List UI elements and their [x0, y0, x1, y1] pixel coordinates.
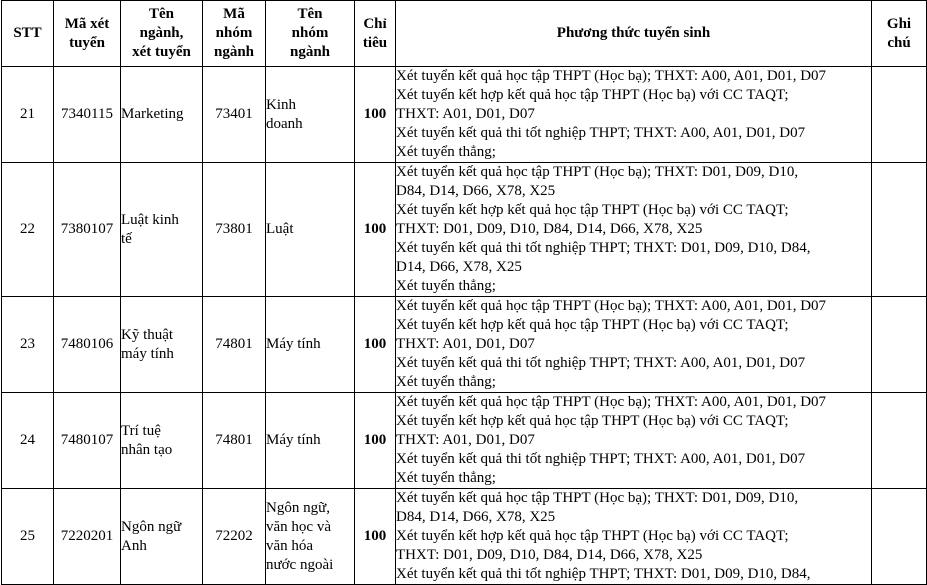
header-group-code: Mã nhóm ngành: [203, 1, 266, 67]
method-line: Xét tuyển kết hợp kết quả học tập THPT (Học bạ) với CC TAQT;: [396, 528, 789, 544]
group-code-cell: 73401: [203, 67, 266, 163]
method-line: Xét tuyển thẳng;: [396, 144, 496, 160]
note-cell: [872, 67, 927, 163]
note-cell: [872, 297, 927, 393]
method-cell: [396, 163, 872, 297]
stt-cell: 21: [2, 67, 54, 163]
group-name-cell: Kinh doanh: [266, 67, 355, 163]
code-cell: 7480107: [54, 393, 121, 489]
quota-cell: 100: [355, 489, 396, 585]
method-line: Xét tuyển thẳng;: [396, 374, 496, 390]
method-cell: [396, 67, 872, 163]
method-line: Xét tuyển kết quả thi tốt nghiệp THPT; THXT: A00, A01, D01, D07: [396, 125, 806, 141]
note-cell: [872, 489, 927, 585]
code-cell: 7480106: [54, 297, 121, 393]
stt-cell: 22: [2, 163, 54, 297]
method-line: D84, D14, D66, X78, X25: [396, 509, 556, 525]
method-line: Xét tuyển kết quả học tập THPT (Học bạ); THXT: D01, D09, D10,: [396, 490, 799, 506]
method-line: Xét tuyển kết hợp kết quả học tập THPT (Học bạ) với CC TAQT;: [396, 87, 789, 103]
method-line: D14, D66, X78, X25: [396, 259, 522, 275]
group-name-cell: Máy tính: [266, 393, 355, 489]
method-line: Xét tuyển kết hợp kết quả học tập THPT (Học bạ) với CC TAQT;: [396, 317, 789, 333]
quota-cell: 100: [355, 297, 396, 393]
stt-cell: 23: [2, 297, 54, 393]
stt-cell: 25: [2, 489, 54, 585]
method-cell: [396, 297, 872, 393]
name-cell: Luật kinh tế: [121, 163, 203, 297]
table-row: [2, 67, 927, 163]
group-name-cell: Máy tính: [266, 297, 355, 393]
name-cell: Marketing: [121, 67, 203, 163]
header-method: Phương thức tuyển sinh: [396, 1, 872, 67]
group-code-cell: 73801: [203, 163, 266, 297]
method-line: THXT: A01, D01, D07: [396, 432, 535, 448]
table-row: [2, 163, 927, 297]
header-group-name: Tên nhóm ngành: [266, 1, 355, 67]
method-line: THXT: A01, D01, D07: [396, 336, 535, 352]
table-row: [2, 393, 927, 489]
quota-cell: 100: [355, 393, 396, 489]
code-cell: 7220201: [54, 489, 121, 585]
table-row: [2, 489, 927, 585]
table-row: [2, 297, 927, 393]
method-line: Xét tuyển kết quả thi tốt nghiệp THPT; THXT: A00, A01, D01, D07: [396, 355, 806, 371]
method-line: Xét tuyển thẳng;: [396, 470, 496, 486]
header-row: [2, 1, 927, 67]
name-cell: Ngôn ngữ Anh: [121, 489, 203, 585]
method-line: Xét tuyển kết quả học tập THPT (Học bạ); THXT: A00, A01, D01, D07: [396, 298, 827, 314]
header-code: Mã xét tuyển: [54, 1, 121, 67]
note-cell: [872, 163, 927, 297]
method-line: Xét tuyển kết quả học tập THPT (Học bạ); THXT: A00, A01, D01, D07: [396, 68, 827, 84]
stt-cell: 24: [2, 393, 54, 489]
quota-cell: 100: [355, 163, 396, 297]
method-line: THXT: A01, D01, D07: [396, 106, 535, 122]
group-name-cell: Ngôn ngữ, văn học và văn hóa nước ngoài: [266, 489, 355, 585]
method-line: Xét tuyển kết quả học tập THPT (Học bạ); THXT: D01, D09, D10,: [396, 164, 799, 180]
method-line: Xét tuyển kết quả thi tốt nghiệp THPT; THXT: D01, D09, D10, D84,: [396, 240, 811, 256]
method-line: Xét tuyển kết quả thi tốt nghiệp THPT; THXT: D01, D09, D10, D84,: [396, 566, 811, 582]
header-stt: STT: [2, 1, 54, 67]
name-cell: Trí tuệ nhân tạo: [121, 393, 203, 489]
method-line: D84, D14, D66, X78, X25: [396, 183, 556, 199]
header-quota: Chỉ tiêu: [355, 1, 396, 67]
method-line: THXT: D01, D09, D10, D84, D14, D66, X78, X25: [396, 221, 703, 237]
group-code-cell: 72202: [203, 489, 266, 585]
method-cell: [396, 393, 872, 489]
method-line: Xét tuyển kết hợp kết quả học tập THPT (Học bạ) với CC TAQT;: [396, 413, 789, 429]
group-code-cell: 74801: [203, 393, 266, 489]
quota-cell: 100: [355, 67, 396, 163]
header-note: Ghi chú: [872, 1, 927, 67]
group-name-cell: Luật: [266, 163, 355, 297]
code-cell: 7380107: [54, 163, 121, 297]
header-name: Tên ngành, xét tuyển: [121, 1, 203, 67]
method-cell: [396, 489, 872, 585]
group-code-cell: 74801: [203, 297, 266, 393]
admissions-table: [1, 0, 927, 585]
name-cell: Kỹ thuật máy tính: [121, 297, 203, 393]
table-body: [2, 67, 927, 585]
method-line: THXT: D01, D09, D10, D84, D14, D66, X78, X25: [396, 547, 703, 563]
note-cell: [872, 393, 927, 489]
method-line: Xét tuyển kết quả học tập THPT (Học bạ); THXT: A00, A01, D01, D07: [396, 394, 827, 410]
method-line: Xét tuyển kết hợp kết quả học tập THPT (Học bạ) với CC TAQT;: [396, 202, 789, 218]
method-line: Xét tuyển thẳng;: [396, 278, 496, 294]
method-line: Xét tuyển kết quả thi tốt nghiệp THPT; THXT: A00, A01, D01, D07: [396, 451, 806, 467]
code-cell: 7340115: [54, 67, 121, 163]
